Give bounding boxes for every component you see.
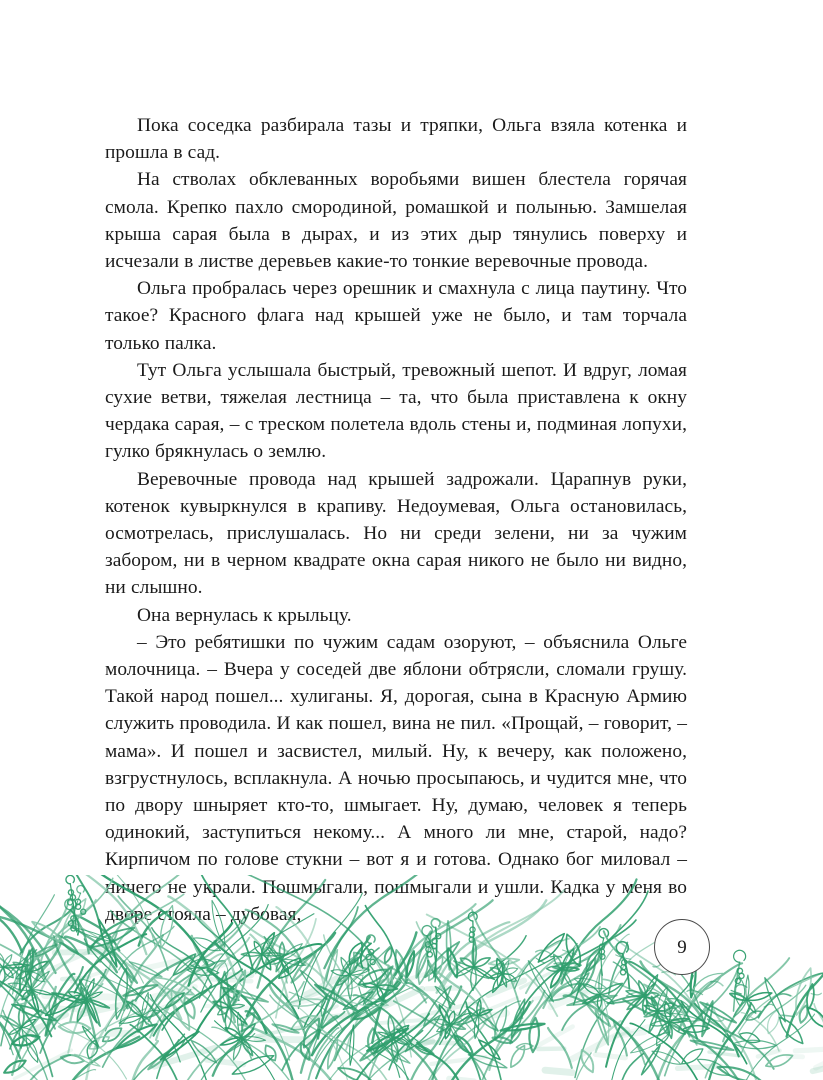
text-column: [105, 112, 687, 928]
page-number: [654, 919, 710, 975]
paragraph: – Это ребятишки по чужим садам озоруют, – объяснила Ольге молочница. – Вчера у соседей две яблони обтрясли, сломали грушу. Такой народ пошел... хулиганы. Я, дорогая, сына в Красную Армию служить проводила. И как пошел, вина не пил. «Прощай, – говорит, – мама». И пошел и засвистел, милый. Ну, к вечеру, как положено, взгрустнулось, всплакнула. А ночью просыпаюсь, и чудится мне, что по двору шныряет кто-то, шмыгает. Ну, думаю, человек я теперь одинокий, заступиться некому... А много ли мне, старой, надо? Кирпичом по голове стукни – вот я и готова. Однако бог миловал – ничего не украли. Пошмыгали, пошмыгали и ушли. Кадка у меня во дворе стояла – дубовая,: [105, 631, 687, 925]
paragraph: На стволах обклеванных воробьями вишен блестела горячая смола. Крепко пахло смородиной, ромашкой и полынью. Замшелая крыша сарая была в дырах, и из этих дыр тянулись поверху и исчезали в листве деревьев какие-то тонкие веревочные провода.: [105, 169, 687, 273]
paragraph: Ольга пробралась через орешник и смахнула с лица паутину. Что такое? Красного флага над крышей уже не было, и там торчала только палка.: [105, 278, 687, 354]
grass-sketch-svg: [0, 875, 823, 1080]
paragraph: Она вернулась к крыльцу.: [137, 604, 352, 626]
page-number-value: 9: [677, 936, 687, 958]
paragraph: Пока соседка разбирала тазы и тряпки, Ольга взяла котенка и прошла в сад.: [105, 115, 687, 164]
paragraph: Тут Ольга услышала быстрый, тревожный шепот. И вдруг, ломая сухие ветви, тяжелая лестница – та, что была приставлена к окну чердака сарая, – с треском полетела вдоль стены и, подминая лопухи, гулко брякнулась о землю.: [105, 359, 687, 463]
grass-illustration: [0, 875, 823, 1080]
paragraph: Веревочные провода над крышей задрожали. Царапнув руки, котенок кувыркнулся в крапиву. Недоумевая, Ольга остановилась, осмотрелась, прислушалась. Но ни среди зелени, ни за чужим забором, ни в черном квадрате окна сарая никого не было ни видно, ни слышно.: [105, 468, 687, 599]
